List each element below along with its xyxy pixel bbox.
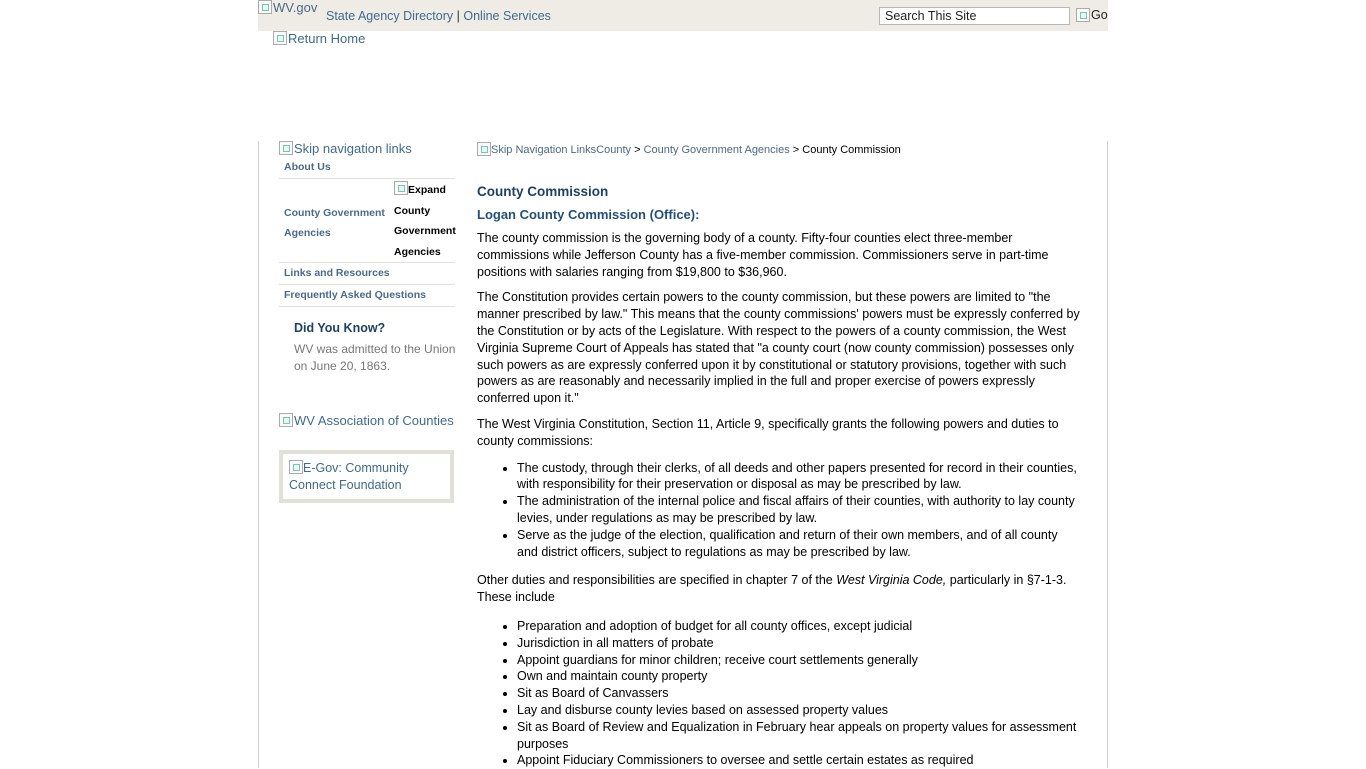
- list-item: • Jurisdiction in all matters of probate: [517, 635, 1080, 652]
- wv-association-of-counties-link[interactable]: [279, 413, 454, 428]
- broken-image-icon: [289, 460, 303, 474]
- did-you-know-title: Did You Know?: [294, 321, 386, 335]
- egov-banner: [279, 450, 454, 503]
- wv-code-title: West Virginia Code,: [836, 573, 947, 588]
- go-button-alt: Go: [1091, 8, 1108, 22]
- list-item: • Serve as the judge of the election, qualification and return of their own members, and of all county and district officers, subject to regulations as may be prescribed by law.: [517, 527, 1080, 561]
- list-item: • The administration of the internal police and fiscal affairs of their counties, with authority to lay county levies, under regulations as may be prescribed by law.: [517, 493, 1080, 527]
- sidebar-item-label[interactable]: About Us: [284, 161, 331, 173]
- main-content: [477, 141, 1080, 769]
- list-item: • Appoint Fiduciary Commissioners to oversee and settle certain estates as required: [517, 752, 1080, 769]
- wvac-alt: WV Association of Counties: [294, 413, 454, 428]
- breadcrumb-separator: >: [634, 144, 641, 156]
- other-duties-text-end: particularly in §7-1-3. These include: [477, 573, 1067, 605]
- top-bar: [258, 0, 1108, 31]
- list-item: • Appoint guardians for minor children; receive court settlements generally: [517, 652, 1080, 669]
- other-duties-paragraph: [477, 572, 1080, 606]
- right-column-border: [1107, 141, 1108, 768]
- online-services-link[interactable]: Online Services: [463, 9, 551, 23]
- list-item: • Sit as Board of Canvassers: [517, 685, 1080, 702]
- broken-image-icon: [394, 181, 408, 195]
- page-title: County Commission: [477, 184, 609, 199]
- broken-image-icon: [258, 0, 272, 14]
- top-links-separator: |: [456, 9, 460, 23]
- section-11-paragraph: The West Virginia Constitution, Section 11, Article 9, specifically grants the following powers and duties to county commissions:: [477, 416, 1059, 448]
- sidebar-item-faq[interactable]: [279, 285, 455, 307]
- broken-image-icon: [273, 31, 287, 45]
- sidebar-item-county-government-agencies[interactable]: [279, 179, 455, 263]
- sidebar-item-label[interactable]: Links and Resources: [284, 267, 390, 279]
- wvgov-logo-alt: WV.gov: [273, 0, 318, 15]
- wvgov-logo[interactable]: [258, 0, 317, 15]
- other-duties-text: Other duties and responsibilities are specified in chapter 7 of the: [477, 573, 837, 588]
- top-links: [326, 9, 551, 23]
- sidebar-item-label[interactable]: Frequently Asked Questions: [284, 289, 426, 301]
- list-item: • The custody, through their clerks, of all deeds and other papers presented for record in their counties, with responsibility for their preservation or disposal as may be prescribed by law.: [517, 460, 1080, 494]
- list-item: • Own and maintain county property: [517, 668, 1080, 685]
- breadcrumb-item-current: County Commission: [802, 144, 901, 156]
- broken-image-icon: [279, 413, 293, 427]
- breadcrumb-separator: >: [792, 144, 800, 156]
- broken-image-icon: [279, 141, 293, 155]
- breadcrumb-skip-link[interactable]: Skip Navigation Links: [491, 144, 597, 156]
- sidebar-item-links-and-resources[interactable]: [279, 263, 455, 285]
- return-home-link[interactable]: [273, 31, 365, 46]
- state-agency-directory-link[interactable]: State Agency Directory: [326, 9, 454, 23]
- search-input[interactable]: [879, 7, 1070, 25]
- did-you-know-text: WV was admitted to the Union on June 20, 1863.: [294, 342, 456, 373]
- sidebar-nav: [279, 158, 455, 307]
- expand-county-government-agencies[interactable]: [394, 180, 458, 262]
- broken-image-icon: [477, 142, 491, 156]
- sidebar-item-about-us[interactable]: [279, 158, 455, 179]
- left-column-border: [258, 141, 259, 768]
- egov-alt: E-Gov: Community Connect Foundation: [289, 461, 409, 492]
- return-home-alt: Return Home: [288, 31, 366, 46]
- duties-list: [477, 618, 1080, 769]
- list-item: • Lay and disburse county levies based on assessed property values: [517, 702, 1080, 719]
- page-wrapper: [258, 0, 1108, 768]
- powers-list: [477, 460, 1080, 561]
- constitution-paragraph: The Constitution provides certain powers to the county commission, but these powers are limited to "the manner prescribed by law." This means that the county commissions' powers must be expressly conferred by the Constitution or by acts of the Legislature. With respect to the powers of a county commission, the West Virginia Supreme Court of Appeals has stated that "a county court (now county commission) possesses only such powers as are expressly conferred upon it by constitutional or statutory provisions, together with such powers as are reasonably and necessarily implied in the full and proper exercise of powers expressly conferred upon it.": [477, 290, 1080, 406]
- breadcrumb: [477, 142, 1080, 156]
- intro-paragraph: The county commission is the governing body of a county. Fifty-four counties elect three-member commissions while Jefferson County has a five-member commission. Commissioners serve in part-time positions with salaries ranging from $19,800 to $36,960.: [477, 231, 1049, 279]
- sidebar-item-label[interactable]: County Government Agencies: [284, 207, 385, 239]
- list-item: • Preparation and adoption of budget for all county offices, except judicial: [517, 618, 1080, 635]
- skip-navigation-link[interactable]: [279, 141, 412, 156]
- expand-alt: Expand County Government Agencies: [394, 184, 456, 258]
- egov-link[interactable]: [283, 454, 450, 499]
- skip-navigation-alt: Skip navigation links: [294, 141, 412, 156]
- did-you-know-box: [294, 321, 459, 375]
- broken-image-icon: [1076, 8, 1090, 22]
- page-subtitle: Logan County Commission (Office):: [477, 207, 700, 222]
- breadcrumb-item-county-government-agencies[interactable]: County Government Agencies: [643, 144, 790, 156]
- list-item: • Sit as Board of Review and Equalization in February hear appeals on property values for assessment purposes: [517, 719, 1080, 753]
- go-button[interactable]: [1076, 8, 1108, 22]
- breadcrumb-item-county[interactable]: County: [596, 144, 632, 156]
